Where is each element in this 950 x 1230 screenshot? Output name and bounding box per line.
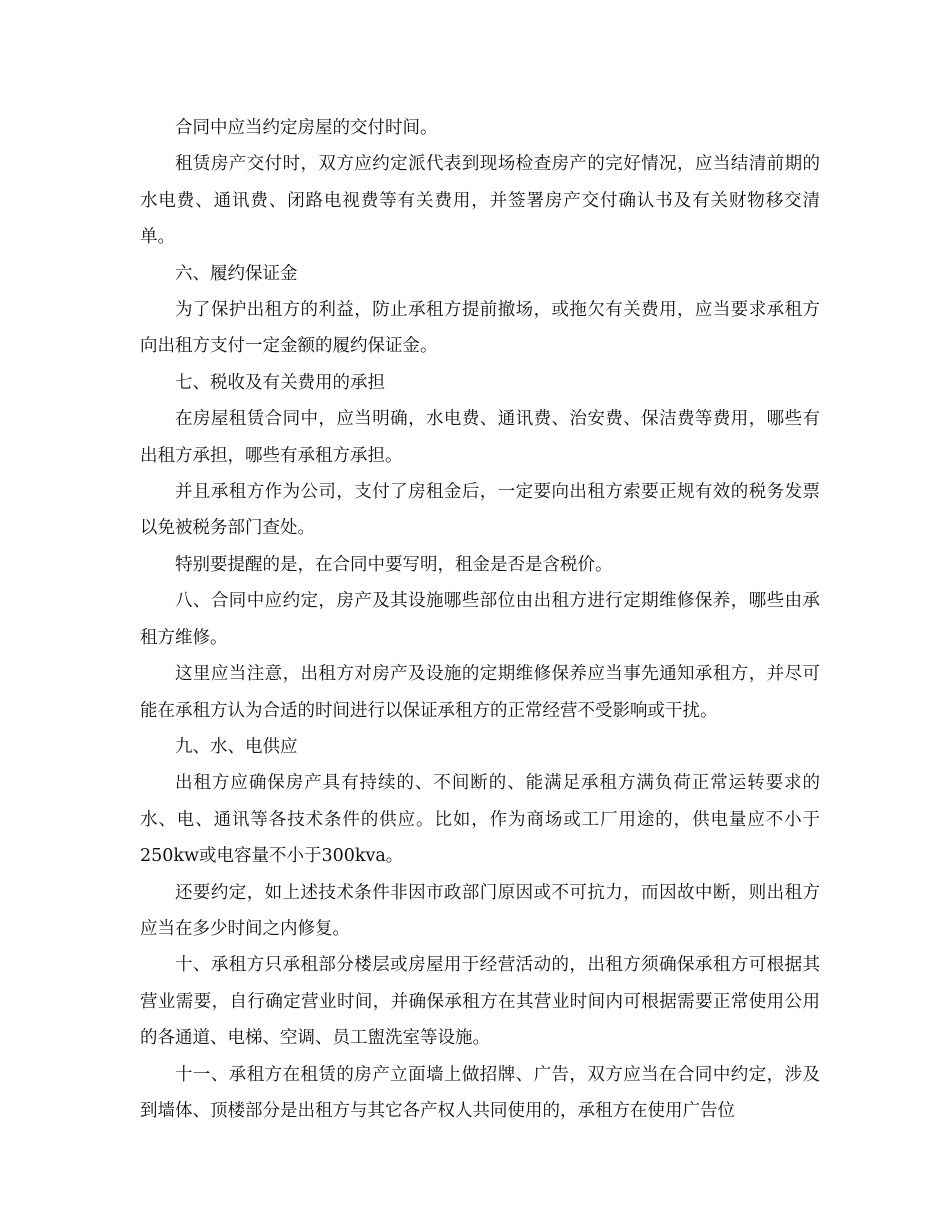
section-heading: 十、承租方只承租部分楼层或房屋用于经营活动的，出租方须确保承租方可根据其营业需要，自行确定营业时间，并确保承租方在其营业时间内可根据需要正常使用公用的各通道、电梯、空调、员工盥洗室等设施。 xyxy=(140,955,820,1049)
paragraph: 合同中应当约定房屋的交付时间。 xyxy=(175,118,438,138)
document-body xyxy=(140,110,820,1129)
paragraph: 这里应当注意，出租方对房产及设施的定期维修保养应当事先通知承租方，并尽可能在承租方认为合适的时间进行以保证承租方的正常经营不受影响或干扰。 xyxy=(140,664,820,721)
paragraph: 在房屋租赁合同中，应当明确，水电费、通讯费、治安费、保洁费等费用，哪些有出租方承担，哪些有承租方承担。 xyxy=(140,409,820,466)
section-heading: 八、合同中应约定，房产及其设施哪些部位由出租方进行定期维修保养，哪些由承租方维修。 xyxy=(140,591,820,648)
paragraph: 出租方应确保房产具有持续的、不间断的、能满足承租方满负荷正常运转要求的水、电、通讯等各技术条件的供应。比如，作为商场或工厂用途的，供电量应不小于250kw或电容量不小于300kva。 xyxy=(140,773,820,867)
paragraph: 并且承租方作为公司，支付了房租金后，一定要向出租方索要正规有效的税务发票以免被税务部门查处。 xyxy=(140,482,820,539)
paragraph: 为了保护出租方的利益，防止承租方提前撤场，或拖欠有关费用，应当要求承租方向出租方支付一定金额的履约保证金。 xyxy=(140,300,820,357)
section-heading: 十一、承租方在租赁的房产立面墙上做招牌、广告，双方应当在合同中约定，涉及到墙体、顶楼部分是出租方与其它各产权人共同使用的，承租方在使用广告位 xyxy=(140,1064,820,1121)
section-heading: 九、水、电供应 xyxy=(175,736,298,757)
paragraph: 特别要提醒的是，在合同中要写明，租金是否是含税价。 xyxy=(175,554,613,575)
paragraph: 租赁房产交付时，双方应约定派代表到现场检查房产的完好情况，应当结清前期的水电费、通讯费、闭路电视费等有关费用，并签署房产交付确认书及有关财物移交清单。 xyxy=(140,154,820,248)
section-heading: 七、税收及有关费用的承担 xyxy=(175,372,385,393)
section-heading: 六、履约保证金 xyxy=(175,263,298,284)
paragraph: 还要约定，如上述技术条件非因市政部门原因或不可抗力，而因故中断，则出租方应当在多少时间之内修复。 xyxy=(140,882,820,939)
